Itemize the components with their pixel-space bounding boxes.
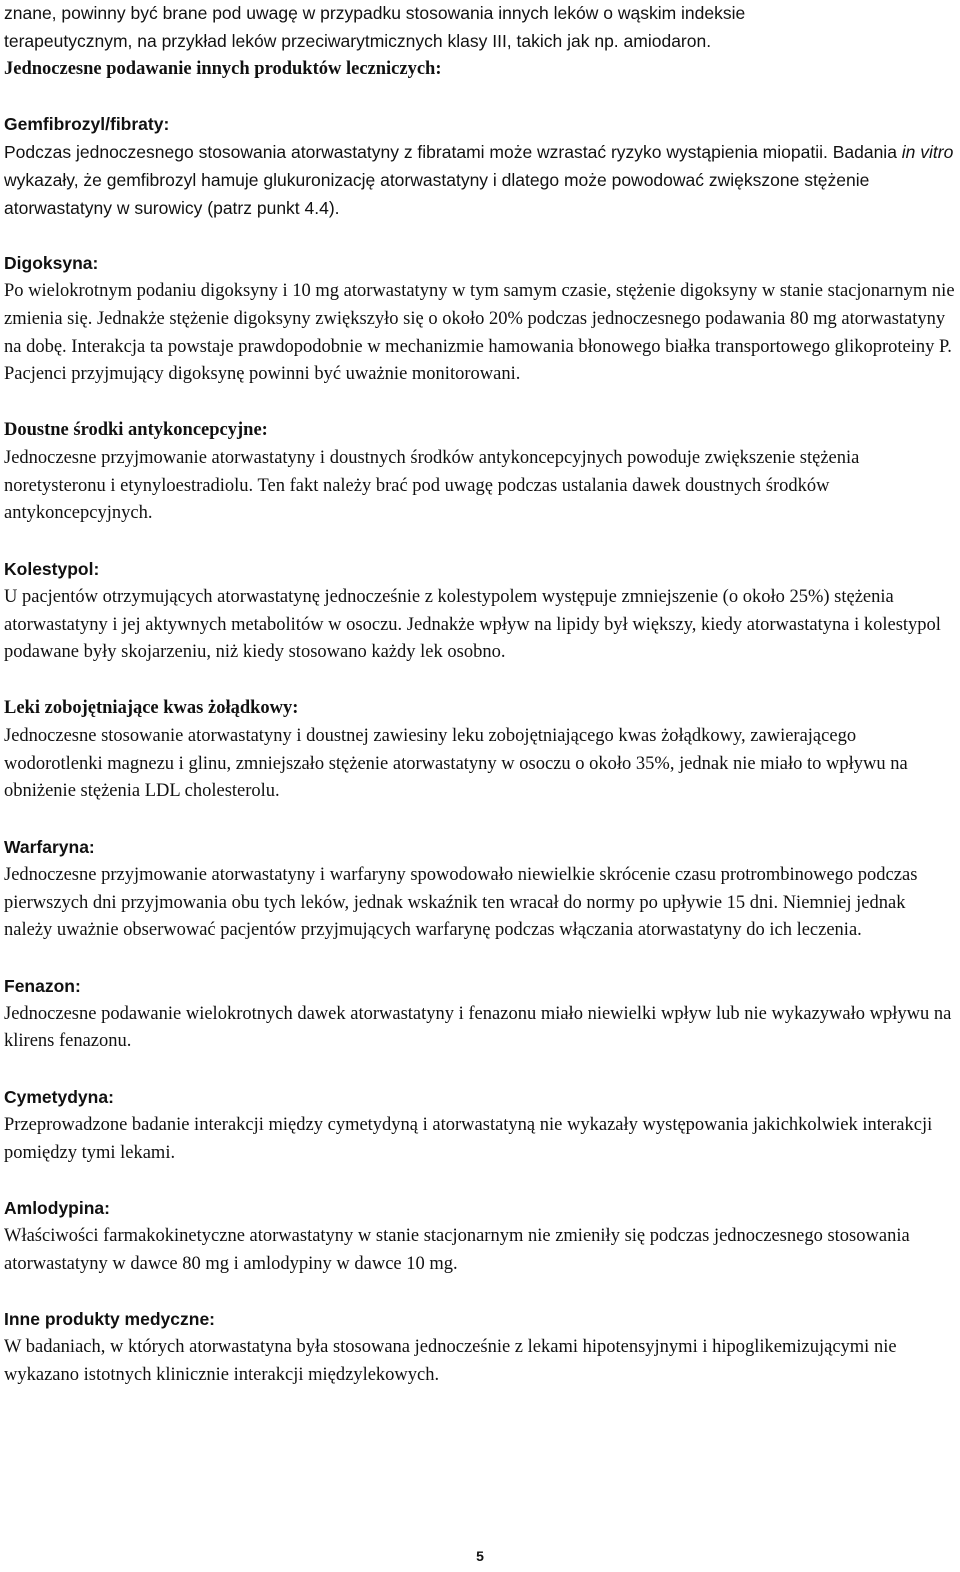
text-gemfibrozyl-italic: in vitro <box>901 141 954 162</box>
text-gemfibrozyl-part-b: wykazały, że gemfibrozyl hamuje glukuronizację atorwastatyny i dlatego może powodować zwiększone stężenie atorwastatyny w surowicy (patrz punkt 4.4). <box>4 169 870 218</box>
page-number: 5 <box>476 1548 484 1564</box>
heading-gemfibrozyl: Gemfibrozyl/fibraty: <box>4 114 170 135</box>
text-fenazon: Jednoczesne podawanie wielokrotnych dawek atorwastatyny i fenazonu miało niewielki wpływ lub nie wykazywało wpływu na klirens fenazonu. <box>4 1003 952 1052</box>
heading-leki-zobojetniajace: Leki zobojętniające kwas żołądkowy: <box>4 697 299 718</box>
text-warfaryna: Jednoczesne przyjmowanie atorwastatyny i warfaryny spowodowało niewielkie skrócenie czasu protrombinowego podczas pierwszych dni przyjmowania obu tych leków, jednak wskaźnik ten wracał do normy po upływie 15 dni. Niemniej jednak należy uważnie obserwować pacjentów przyjmujących warfarynę podczas włączania atorwastatyny do ich leczenia. <box>4 864 918 941</box>
text-gemfibrozyl <box>4 139 958 222</box>
section-title: Jednoczesne podawanie innych produktów leczniczych: <box>4 58 442 79</box>
section-inne <box>4 1306 958 1389</box>
section-antykoncepcja <box>4 417 958 528</box>
section-kolestypol <box>4 556 958 667</box>
section-gemfibrozyl <box>4 111 958 222</box>
heading-amlodypina: Amlodypina: <box>4 1198 110 1219</box>
intro-line-2: terapeutycznym, na przykład leków przeciwarytmicznych klasy III, takich jak np. amiodaron. <box>4 30 712 51</box>
text-digoksyna: Po wielokrotnym podaniu digoksyny i 10 mg atorwastatyny w tym samym czasie, stężenie digoksyny w stanie stacjonarnym nie zmienia się. Jednakże stężenie digoksyny zwiększyło się o około 20% podczas jednoczesnego podawania 80 mg atorwastatyny na dobę. Interakcja ta powstaje prawdopodobnie w mechanizmie hamowania błonowego białka transportowego glikoproteiny P. Pacjenci przyjmujący digoksynę powinni być uważnie monitorowani. <box>4 280 955 385</box>
section-amlodypina <box>4 1195 958 1278</box>
heading-inne: Inne produkty medyczne: <box>4 1309 216 1330</box>
intro-line-1: znane, powinny być brane pod uwagę w przypadku stosowania innych leków o wąskim indeksie <box>4 3 746 23</box>
text-cymetydyna: Przeprowadzone badanie interakcji między cymetydyną i atorwastatyną nie wykazały występowania jakichkolwiek interakcji pomiędzy tymi lekami. <box>4 1114 933 1163</box>
text-kolestypol: U pacjentów otrzymujących atorwastatynę jednocześnie z kolestypolem występuje zmniejszenie (o około 25%) stężenia atorwastatyny i jej aktywnych metabolitów w osoczu. Jednakże wpływ na lipidy był większy, kiedy atorwastatyna i kolestypol podawane były skojarzeniu, niż kiedy stosowano każdy lek osobno. <box>4 586 941 663</box>
section-leki-zobojetniajace <box>4 695 958 806</box>
section-digoksyna <box>4 250 958 389</box>
heading-fenazon: Fenazon: <box>4 975 81 996</box>
heading-digoksyna: Digoksyna: <box>4 253 99 274</box>
heading-cymetydyna: Cymetydyna: <box>4 1087 114 1108</box>
intro-text <box>4 0 958 56</box>
heading-antykoncepcja: Doustne środki antykoncepcyjne: <box>4 419 268 440</box>
heading-warfaryna: Warfaryna: <box>4 836 95 857</box>
text-inne: W badaniach, w których atorwastatyna była stosowana jednocześnie z lekami hipotensyjnymi i hipoglikemizującymi nie wykazano istotnych klinicznie interakcji międzylekowych. <box>4 1337 897 1386</box>
section-cymetydyna <box>4 1084 958 1167</box>
document-page <box>4 0 958 1390</box>
text-amlodypina: Właściwości farmakokinetyczne atorwastatyny w stanie stacjonarnym nie zmieniły się podczas jednoczesnego stosowania atorwastatyny w dawce 80 mg i amlodypiny w dawce 10 mg. <box>4 1226 910 1274</box>
text-gemfibrozyl-part-a: Podczas jednoczesnego stosowania atorwastatyny z fibratami może wzrastać ryzyko wystąpienia miopatii. Badania <box>4 141 902 162</box>
text-leki-zobojetniajace: Jednoczesne stosowanie atorwastatyny i doustnej zawiesiny leku zobojętniającego kwas żołądkowy, zawierającego wodorotlenki magnezu i glinu, zmniejszało stężenie atorwastatyny w osoczu o około 35%, jednak nie miało to wpływu na obniżenie stężenia LDL cholesterolu. <box>4 725 908 802</box>
section-fenazon <box>4 973 958 1056</box>
text-antykoncepcja: Jednoczesne przyjmowanie atorwastatyny i doustnych środków antykoncepcyjnych powoduje zwiększenie stężenia noretysteronu i etynyloestradiolu. Ten fakt należy brać pod uwagę podczas ustalania dawek doustnych środków antykoncepcyjnych. <box>4 447 860 524</box>
section-warfaryna <box>4 834 958 945</box>
heading-kolestypol: Kolestypol: <box>4 558 100 579</box>
